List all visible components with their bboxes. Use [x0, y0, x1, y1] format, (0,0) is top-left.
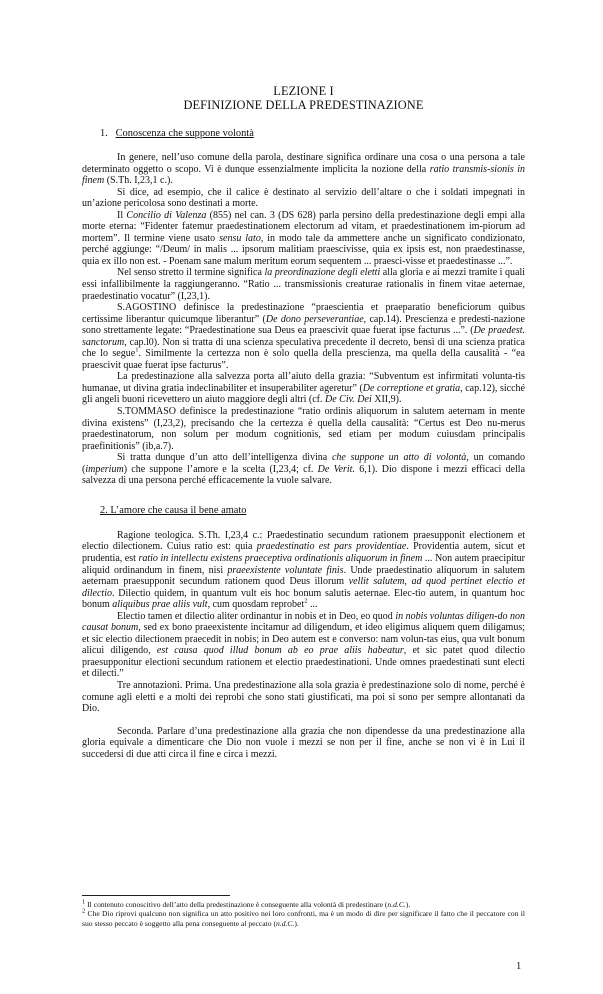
footnote-divider — [82, 895, 230, 896]
paragraph: Ragione teologica. S.Th. I,23,4 c.: Praedestinatio secundum rationem praesupponit electionem et electio dilectionem. Cuius ratio est: quia praedestinatio est pars providentiae. Providentia autem, sicut et prudentia, est ratio in intellectu existens praeceptiva ordinationis aliquorum in finem ... Non autem praecipitur aliquid ordinandum in finem, nisi praeexistente voluntate finis. Unde praedestinatio aliquorum in salutem aeternam praesupponit secundum rationem quod Deus illorum vellit salutem, ad quod pertinet electio et dilectio. Dilectio quidem, in quantum vult eis hoc bonum salutis aeternae. Elec-tio autem, in quantum hoc bonum aliquibus prae aliis vult, cum quosdam reprobet$^2$ ... — [82, 529, 526, 611]
paragraph: In genere, nell’uso comune della parola, destinare significa ordinare una cosa o una persona a tale determinato oggetto o scopo. Vi è dunque essenzialmente implicita la nozione della ratio transmis-sionis in finem (S.Th. I,23,1 c.). — [82, 152, 525, 187]
paragraph: Nel senso stretto il termine significa la preordinazione degli eletti alla gloria e ai mezzi tramite i quali essi infallibilmente la raggiungeranno. “Ratio ... transmissionis creaturae rationalis in finem vitae aeternae, praedestinatio vocatur” (I,23,1). — [82, 267, 525, 302]
paragraph: S.TOMMASO definisce la predestinazione “ratio ordinis aliquorum in salutem aeternam in mente divina existens” (I,23,2), precisando che la certezza è quella della causalità: “Certus est Deo nu-merus praedestinatorum, non solum per modum cognitionis, sed etiam per modum cuiusdam principalis praefinitionis” (ib,a.7). — [82, 406, 525, 452]
footnotes — [82, 895, 525, 928]
paragraph: S.AGOSTINO definisce la predestinazione “praescientia et praeparatio beneficiorum quibus certissime liberantur quicumque liberantur” (De dono perseverantiae, cap.14). Prescienza e predesti-nazione sono strettamente legate: “Praedestinatione sua Deus ea praescivit quae fuerat ipse facturus ...”. (De praedest. sanctorum, cap.l0). Non si tratta di una scienza speculativa precedente il decreto, bensì di una scienza pratica che lo segue$^1$. Similmente la certezza non è solo quella della prescienza, ma quella della causalità - “ea praescivit quae fuerat ipse facturus”. — [82, 302, 526, 371]
paragraph: Si dice, ad esempio, che il calice è destinato al servizio dell’altare o che i soldati impegnati in un’azione pericolosa sono destinati a morte. — [82, 186, 525, 210]
section-2-title: L’amore che causa il bene amato — [110, 504, 247, 516]
footnote-ref-1: 1 — [135, 346, 139, 354]
section-2-heading — [100, 504, 525, 517]
footnote-1: $^1$ Il contenuto conoscitivo dell’atto della predestinazione è conseguente alla volontà di predestinare (n.d.C.). — [82, 898, 411, 909]
section-2-number: 2. — [100, 504, 108, 516]
section-1-heading — [100, 127, 525, 140]
paragraph: La predestinazione alla salvezza porta all’aiuto della grazia: “Subventum est infirmitati volunta-tis humanae, ut divina gratia indeclinabiliter et insuperabiliter ageretur” (De correptione et gratia, cap.12), sicché gli angeli buoni ricevettero un aiuto maggiore degli altri (cf. De Civ. Dei XII,9). — [82, 371, 525, 406]
lecture-title — [82, 84, 525, 112]
document-page — [82, 84, 525, 760]
title-line-definizione: DEFINIZIONE DELLA PREDESTINAZIONE — [183, 98, 424, 112]
title-line-lezione: LEZIONE I — [273, 84, 334, 98]
footnote-ref-2: 2 — [304, 597, 308, 605]
paragraph: Tre annotazioni. Prima. Una predestinazione alla sola grazia è predestinazione solo di nome, perché è comune agli eletti e a molti dei reprobi che sono stati giustificati, ma poi si sono per sempre allontanati da Dio. — [82, 679, 525, 715]
paragraph: Il Concilio di Valenza (855) nel can. 3 (DS 628) parla persino della predestinazione degli empi alla morte eterna: “Fidenter fatemur praedestinationem electorum ad vitam, et praedestinationem im-piorum ad mortem”. Il termine viene usato sensu lato, in modo tale da ammettere anche un significato condizionato, perché aggiunge: “/Deum/ in malis ... ipsorum malitiam praescivisse, quia ex ipsis est, non praedestinasse, quia ex illo non est. - Poenam sane malum meritum eorum sequentem ... praesci-visse et praedestinasse ...”. — [82, 209, 525, 267]
paragraph: Electio tamen et dilectio aliter ordinantur in nobis et in Deo, eo quod in nobis voluntas diligen-do non causat bonum, sed ex bono praeexistente incitamur ad diligendum, et ideo eligimus aliquem quem diligamus; et sic electio dilectionem praecedit in nobis; in Deo autem est e converso: nam volun-tas eius, qua vult bonum alicui diligendo, est causa quod illud bonum ab eo prae aliis habeatur, et sic patet quod dilectio praesupponitur electioni secundum rationem et electio praedestinationi. Unde omnes praedestinati sunt electi et dilecti.” — [82, 610, 525, 680]
footnote-2: $^2$ Che Dio riprovi qualcuno non significa un atto positivo nei loro confronti, ma è un modo di dire per significare il fatto che il peccatore con il suo stesso peccato è soggetto alla pena conseguente al peccato (n.d.C.). — [82, 907, 525, 928]
section-1-number: 1. — [100, 128, 108, 139]
section-1-title: Conoscenza che suppone volontà — [115, 128, 254, 139]
paragraph: Si tratta dunque d’un atto dell’intelligenza divina che suppone un atto di volontà, un comando (imperium) che suppone l’amore e la scelta (I,23,4; cf. De Verit. 6,1). Dio dispone i mezzi efficaci della salvezza di una persona perché efficacemente la vuole salvare. — [82, 452, 526, 487]
paragraph: Seconda. Parlare d’una predestinazione alla grazia che non dipendesse da una predestinazione alla gloria equivale a dimenticare che Dio non vuole i mezzi se non per il fine, anche se non vi è in Lui il succedersi di due atti circa il fine e circa i mezzi. — [82, 725, 525, 760]
page-number: 1 — [516, 961, 522, 972]
